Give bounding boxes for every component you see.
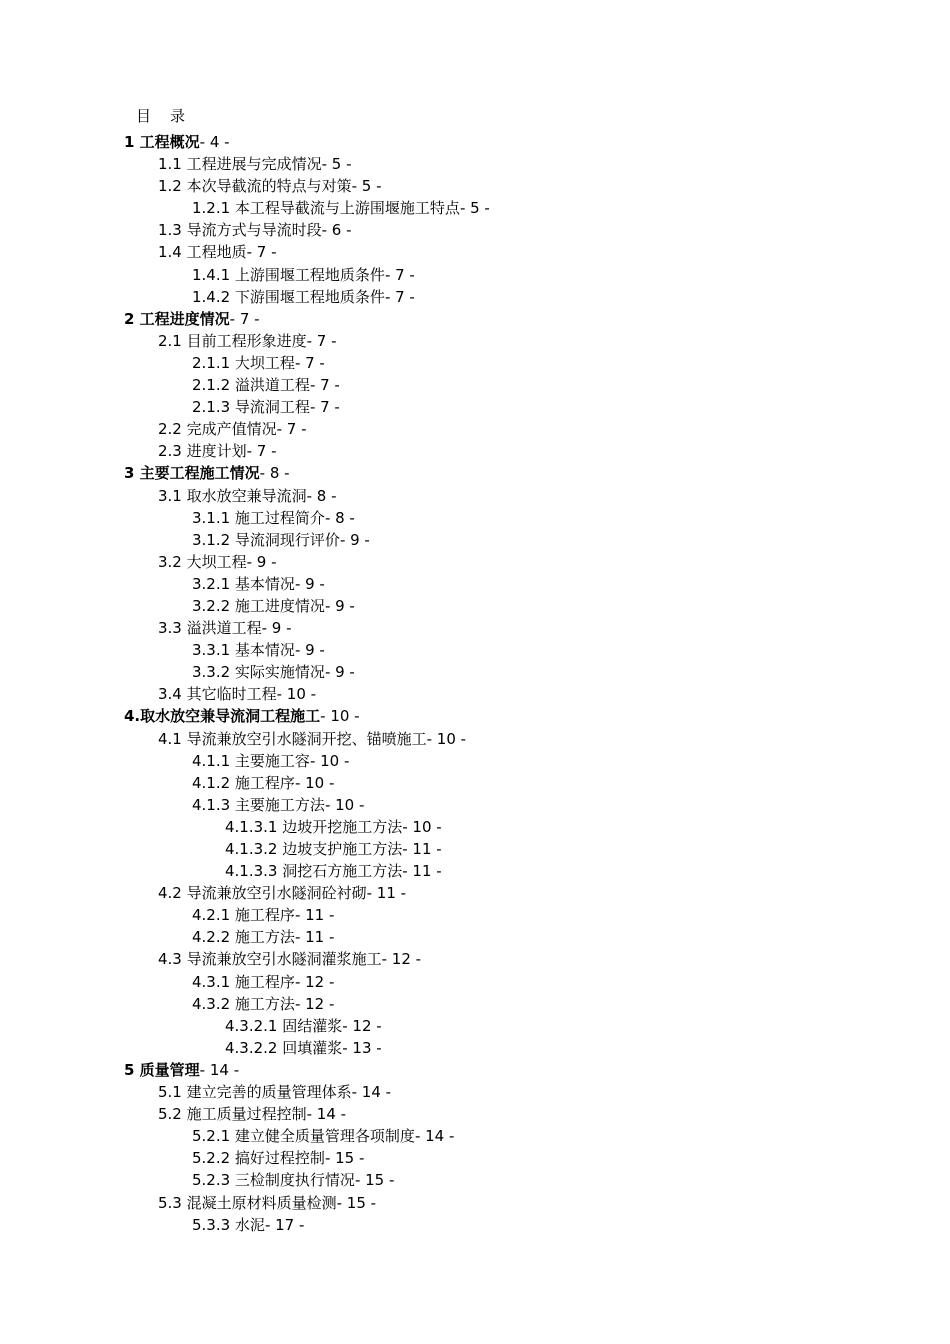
toc-entry[interactable]: [0, 1059, 950, 1081]
toc-entry[interactable]: [0, 396, 950, 418]
toc-entry-page-number: - 7 -: [306, 331, 337, 350]
toc-entry-page-number: - 10 -: [402, 817, 442, 836]
toc-entry[interactable]: [0, 595, 950, 617]
toc-entry-title: 1.2.1 本工程导截流与上游围堰施工特点: [192, 199, 460, 218]
toc-entry-title: 2.3 进度计划: [158, 442, 247, 461]
toc-entry-title: 4.2.1 施工程序: [192, 906, 295, 925]
toc-entry-page-number: - 17 -: [264, 1215, 305, 1234]
toc-entry-title: 4.取水放空兼导流洞工程施工: [124, 707, 321, 726]
toc-entry-page-number: - 7 -: [309, 376, 340, 395]
toc-entry-title: 5.3 混凝土原材料质量检测: [158, 1193, 337, 1212]
toc-entry-page-number: - 15 -: [336, 1193, 377, 1212]
toc-entry[interactable]: [0, 683, 950, 705]
toc-entry-page-number: - 7 -: [229, 309, 260, 328]
toc-entry-title: 3.2.1 基本情况: [192, 574, 295, 593]
toc-entry-title: 4.2.2 施工方法: [192, 928, 295, 947]
toc-entry-title: 4.1.1 主要施工容: [192, 751, 310, 770]
toc-entry-page-number: - 7 -: [294, 353, 325, 372]
toc-entry-title: 4.3 导流兼放空引水隧洞灌浆施工: [158, 950, 382, 969]
toc-entry-title: 3.1 取水放空兼导流洞: [158, 486, 307, 505]
toc-entry[interactable]: [0, 926, 950, 948]
toc-entry-title: 4.3.2.2 回填灌浆: [225, 1038, 343, 1057]
toc-entry[interactable]: [0, 639, 950, 661]
toc-entry-page-number: - 6 -: [321, 221, 352, 240]
toc-entry[interactable]: [0, 750, 950, 772]
toc-entry[interactable]: [0, 264, 950, 286]
toc-entry-title: 3.1.2 导流洞现行评价: [192, 530, 340, 549]
toc-entry[interactable]: [0, 971, 950, 993]
toc-entry-title: 5.2.3 三检制度执行情况: [192, 1171, 355, 1190]
toc-entry-title: 2 工程进度情况: [124, 309, 230, 328]
toc-entry-title: 3 主要工程施工情况: [124, 464, 260, 483]
toc-entry-page-number: - 4 -: [199, 133, 230, 151]
toc-entry-page-number: - 7 -: [384, 287, 415, 306]
toc-entry[interactable]: [0, 1015, 950, 1037]
toc-entry[interactable]: [0, 440, 950, 462]
toc-entry[interactable]: [0, 1081, 950, 1103]
toc-entry-page-number: - 9 -: [294, 574, 325, 593]
toc-list: [0, 131, 950, 1236]
toc-entry-page-number: - 7 -: [246, 243, 277, 262]
toc-entry[interactable]: [0, 860, 950, 882]
toc-entry-page-number: - 9 -: [246, 552, 277, 571]
toc-entry[interactable]: [0, 529, 950, 551]
toc-entry-page-number: - 5 -: [321, 155, 352, 174]
toc-entry-title: 5.2.1 建立健全质量管理各项制度: [192, 1127, 415, 1146]
toc-entry[interactable]: [0, 197, 950, 219]
toc-entry-page-number: - 7 -: [384, 265, 415, 284]
toc-entry[interactable]: [0, 330, 950, 352]
toc-entry-title: 4.1.3.2 边坡支护施工方法: [225, 840, 403, 858]
toc-entry-title: 3.3 溢洪道工程: [158, 619, 262, 638]
toc-entry-title: 4.1.3 主要施工方法: [192, 795, 325, 814]
toc-entry-title: 1 工程概况: [124, 133, 200, 151]
toc-entry-title: 3.4 其它临时工程: [158, 685, 277, 704]
toc-entry-title: 2.1.3 导流洞工程: [192, 398, 310, 417]
toc-entry[interactable]: [0, 1037, 950, 1059]
toc-entry-title: 3.1.1 施工过程简介: [192, 508, 325, 527]
toc-entry-title: 4.3.2.1 固结灌浆: [225, 1016, 343, 1035]
toc-entry[interactable]: [0, 1103, 950, 1125]
toc-entry[interactable]: [0, 816, 950, 838]
toc-entry-page-number: - 7 -: [246, 442, 277, 461]
toc-entry[interactable]: [0, 948, 950, 970]
toc-entry-title: 2.1.1 大坝工程: [192, 353, 295, 372]
toc-entry-page-number: - 11 -: [294, 928, 335, 947]
toc-entry-page-number: - 9 -: [261, 619, 292, 638]
toc-entry-title: 3.2.2 施工进度情况: [192, 596, 325, 615]
toc-entry[interactable]: [0, 661, 950, 683]
toc-entry-title: 3.3.2 实际实施情况: [192, 663, 325, 682]
toc-entry-title: 1.1 工程进展与完成情况: [158, 155, 322, 174]
toc-entry-page-number: - 9 -: [324, 663, 355, 682]
toc-entry-title: 3.3.1 基本情况: [192, 641, 295, 660]
toc-entry-page-number: - 10 -: [276, 685, 317, 704]
toc-entry-page-number: - 10 -: [309, 751, 350, 770]
toc-entry-page-number: - 9 -: [324, 596, 355, 615]
toc-entry[interactable]: [0, 418, 950, 440]
toc-entry-title: 1.4 工程地质: [158, 243, 247, 262]
toc-entry-title: 4.1.3.3 洞挖石方施工方法: [225, 862, 403, 881]
toc-entry[interactable]: [0, 462, 950, 484]
toc-entry-page-number: - 13 -: [342, 1038, 382, 1057]
toc-entry-page-number: - 14 -: [199, 1060, 240, 1079]
toc-entry-title: 4.3.2 施工方法: [192, 994, 295, 1013]
toc-entry-page-number: - 10 -: [426, 729, 467, 748]
toc-entry-page-number: - 12 -: [294, 994, 335, 1013]
toc-entry-page-number: - 7 -: [276, 420, 307, 439]
toc-entry-title: 5 质量管理: [124, 1060, 200, 1079]
toc-entry-title: 4.1.3.1 边坡开挖施工方法: [225, 817, 403, 836]
toc-entry-title: 1.3 导流方式与导流时段: [158, 221, 322, 240]
toc-entry-page-number: - 14 -: [414, 1127, 455, 1146]
toc-entry[interactable]: [0, 882, 950, 904]
toc-entry[interactable]: [0, 794, 950, 816]
toc-entry[interactable]: [0, 219, 950, 241]
toc-entry-title: 4.3.1 施工程序: [192, 972, 295, 991]
toc-entry[interactable]: [0, 1125, 950, 1147]
toc-entry-page-number: - 9 -: [339, 530, 370, 549]
toc-entry-page-number: - 8 -: [306, 486, 337, 505]
toc-entry-title: 5.2 施工质量过程控制: [158, 1105, 307, 1124]
toc-entry-title: 4.1 导流兼放空引水隧洞开挖、锚喷施工: [158, 729, 427, 748]
toc-entry[interactable]: [0, 728, 950, 750]
toc-entry-title: 4.2 导流兼放空引水隧洞砼衬砌: [158, 884, 367, 903]
toc-entry-title: 5.2.2 搞好过程控制: [192, 1149, 325, 1168]
toc-entry-page-number: - 9 -: [294, 641, 325, 660]
toc-entry-page-number: - 8 -: [324, 508, 355, 527]
toc-entry-title: 1.2 本次导截流的特点与对策: [158, 177, 352, 196]
toc-entry-title: 2.1 目前工程形象进度: [158, 331, 307, 350]
toc-entry-page-number: - 5 -: [351, 177, 382, 196]
toc-entry[interactable]: [0, 131, 950, 153]
toc-entry[interactable]: [0, 286, 950, 308]
toc-entry[interactable]: [0, 175, 950, 197]
toc-entry[interactable]: [0, 838, 950, 860]
toc-entry-page-number: - 8 -: [259, 464, 290, 483]
toc-entry-page-number: - 14 -: [306, 1105, 347, 1124]
toc-entry[interactable]: [0, 705, 950, 727]
toc-entry[interactable]: [0, 241, 950, 263]
toc-entry-page-number: - 11 -: [294, 906, 335, 925]
toc-entry-title: 5.3.3 水泥: [192, 1215, 265, 1234]
toc-entry[interactable]: [0, 1192, 950, 1214]
toc-entry-page-number: - 15 -: [354, 1171, 395, 1190]
toc-entry-page-number: - 12 -: [294, 972, 335, 991]
toc-entry[interactable]: [0, 485, 950, 507]
toc-entry-page-number: - 7 -: [309, 398, 340, 417]
toc-entry[interactable]: [0, 573, 950, 595]
toc-entry-title: 4.1.2 施工程序: [192, 773, 295, 792]
toc-entry-page-number: - 12 -: [342, 1016, 382, 1035]
toc-entry[interactable]: [0, 772, 950, 794]
toc-entry-page-number: - 11 -: [402, 840, 442, 858]
toc-entry[interactable]: [0, 993, 950, 1015]
toc-entry[interactable]: [0, 374, 950, 396]
toc-entry-page-number: - 5 -: [459, 199, 490, 218]
toc-entry[interactable]: [0, 1147, 950, 1169]
toc-entry[interactable]: [0, 1169, 950, 1191]
toc-entry-title: 5.1 建立完善的质量管理体系: [158, 1083, 352, 1102]
toc-entry-page-number: - 11 -: [402, 862, 442, 881]
toc-entry-page-number: - 15 -: [324, 1149, 365, 1168]
toc-entry-title: 1.4.2 下游围堰工程地质条件: [192, 287, 385, 306]
toc-entry[interactable]: [0, 507, 950, 529]
toc-entry-page-number: - 14 -: [351, 1083, 392, 1102]
toc-entry[interactable]: [0, 617, 950, 639]
toc-heading: 目 录: [136, 107, 188, 125]
toc-entry-page-number: - 12 -: [381, 950, 422, 969]
toc-entry-page-number: - 10 -: [294, 773, 335, 792]
toc-entry-page-number: - 10 -: [324, 795, 365, 814]
toc-entry[interactable]: [0, 551, 950, 573]
toc-entry[interactable]: [0, 153, 950, 175]
toc-entry-title: 2.2 完成产值情况: [158, 420, 277, 439]
toc-entry[interactable]: [0, 308, 950, 330]
toc-entry-title: 2.1.2 溢洪道工程: [192, 376, 310, 395]
toc-entry-title: 1.4.1 上游围堰工程地质条件: [192, 265, 385, 284]
toc-entry-title: 3.2 大坝工程: [158, 552, 247, 571]
toc-entry-page-number: - 10 -: [320, 707, 360, 726]
toc-entry[interactable]: [0, 904, 950, 926]
toc-entry-page-number: - 11 -: [366, 884, 407, 903]
toc-entry[interactable]: [0, 352, 950, 374]
toc-entry[interactable]: [0, 1214, 950, 1236]
